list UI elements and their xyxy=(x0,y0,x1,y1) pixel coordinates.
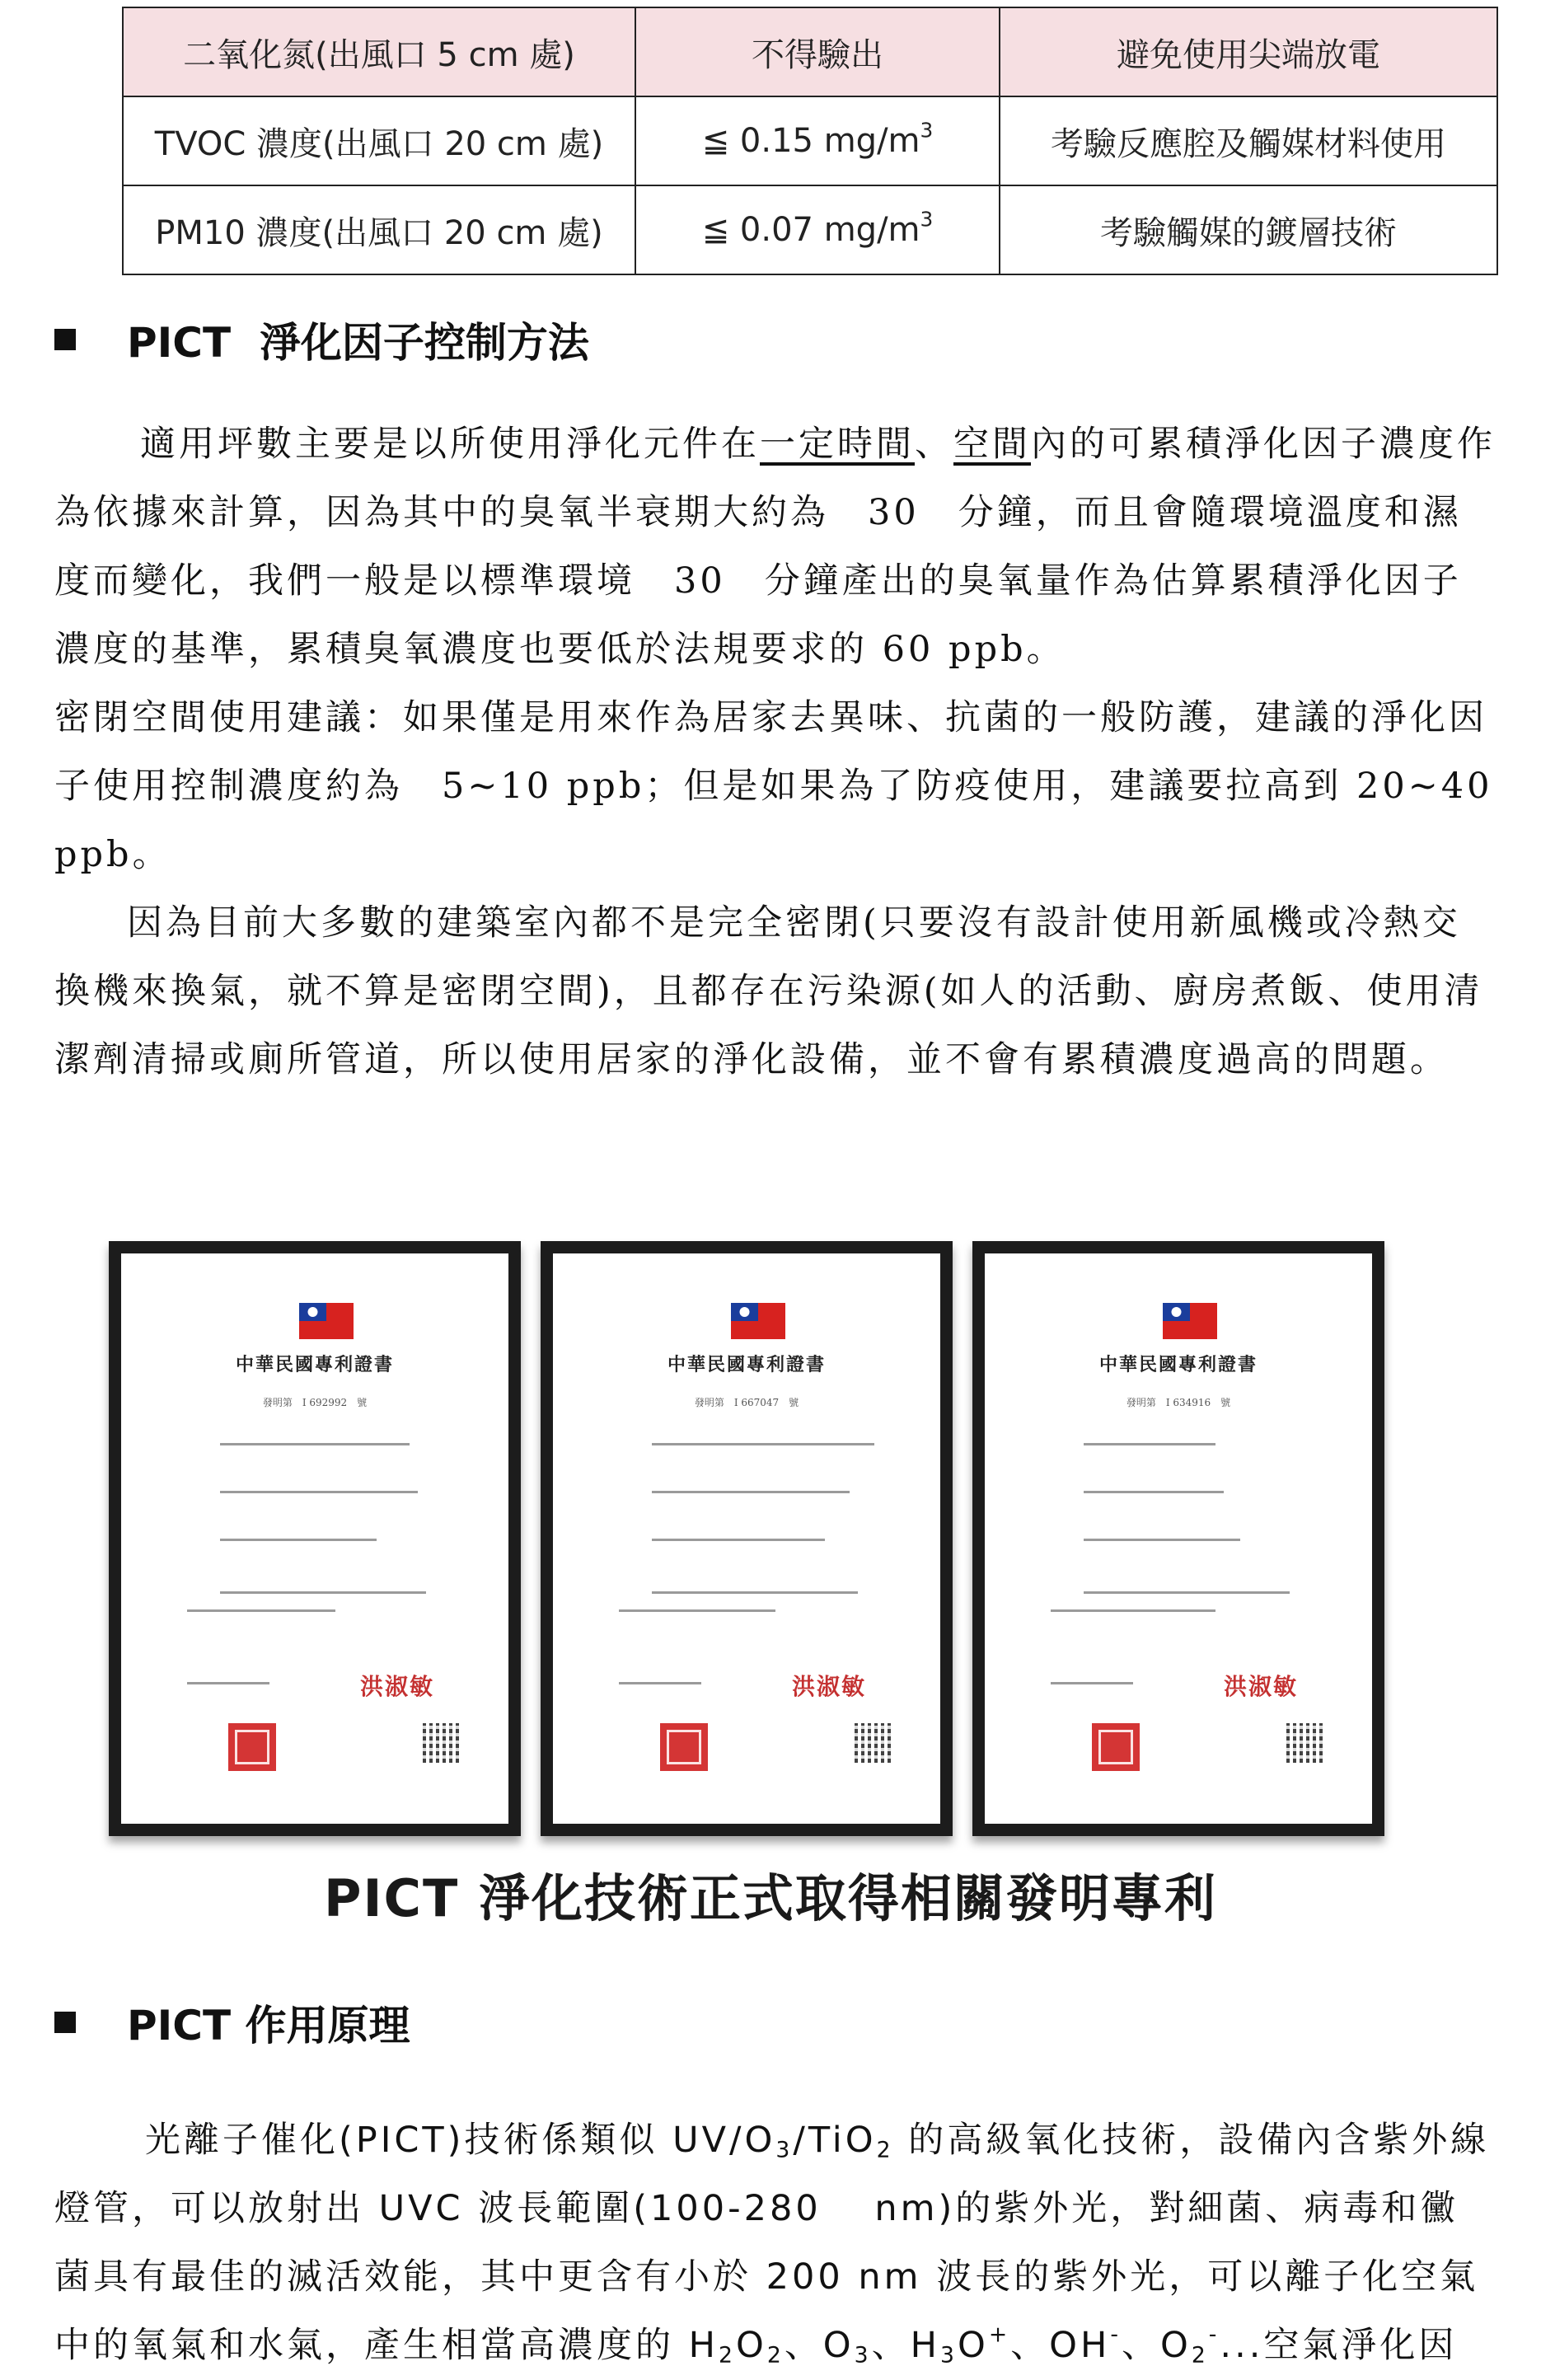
patent-certificates xyxy=(0,1241,1541,1839)
text-line xyxy=(619,1682,701,1684)
certificate xyxy=(553,1253,940,1824)
certificate-title: 中華民國專利證書 xyxy=(235,1354,394,1375)
text-run: /TiO xyxy=(793,2120,877,2161)
table-row xyxy=(123,7,1497,96)
text-line xyxy=(619,1609,775,1612)
table-cell-limit: 不得驗出 xyxy=(635,7,1000,96)
text-line xyxy=(1084,1539,1240,1541)
taiwan-flag-icon xyxy=(1163,1303,1217,1339)
text-line xyxy=(220,1443,410,1445)
paragraph-indoor xyxy=(54,889,1497,1094)
text-line xyxy=(187,1682,269,1684)
text-line xyxy=(1051,1682,1133,1684)
spec-table xyxy=(122,7,1498,275)
table-cell-item: TVOC 濃度(出風口 20 cm 處) xyxy=(123,96,635,185)
table-cell-item: 二氧化氮(出風口 5 cm 處) xyxy=(123,7,635,96)
text-run: 的高級氧化技術，設備內含紫外線燈管，可以放射出 UVC 波長範圍(100-280 nm)的紫外光，對細菌、病毒和黴菌具有最佳的滅活效能，其中更含有小於 200 nm 波長的紫外光，可以離子化空氣中的氧氣和水氣，產生相當高濃度的 H xyxy=(54,2120,1490,2366)
text-line xyxy=(652,1443,874,1445)
subscript: 2 xyxy=(876,2137,894,2163)
paragraph-coverage xyxy=(54,410,1497,684)
text-run: 、 xyxy=(915,424,953,465)
text-line xyxy=(1084,1491,1224,1493)
table-cell-limit xyxy=(635,96,1000,185)
text-run: 適用坪數主要是以所使用淨化元件在 xyxy=(140,424,760,465)
text-run: O xyxy=(957,2325,989,2366)
certificate-number: 發明第 I 634916 號 xyxy=(1126,1397,1231,1408)
certificate-number: 發明第 I 667047 號 xyxy=(694,1397,799,1408)
signature: 洪淑敏 xyxy=(1224,1673,1299,1700)
section-heading-principle xyxy=(54,1993,410,2052)
table-cell-note: 避免使用尖端放電 xyxy=(1000,7,1497,96)
qr-code-icon xyxy=(1286,1723,1326,1763)
section-heading-control-method xyxy=(54,310,589,369)
seal-stamp-icon xyxy=(660,1723,708,1771)
text-line xyxy=(187,1609,335,1612)
subscript: 2 xyxy=(719,2342,736,2368)
square-bullet-icon xyxy=(54,2012,76,2033)
limit-value: ≦ 0.07 mg/m xyxy=(701,211,920,249)
certificate-title: 中華民國專利證書 xyxy=(667,1354,826,1375)
seal-stamp-icon xyxy=(1092,1723,1140,1771)
subscript: 3 xyxy=(939,2342,958,2368)
superscript: + xyxy=(988,2321,1011,2348)
text-run: O xyxy=(735,2325,767,2366)
underlined-text: 空間 xyxy=(953,424,1031,465)
underlined-text: 一定時間 xyxy=(760,424,915,465)
signature: 洪淑敏 xyxy=(792,1673,867,1700)
text-line xyxy=(220,1591,426,1594)
text-line xyxy=(652,1491,850,1493)
table-row xyxy=(123,96,1497,185)
section-title: PICT 淨化因子控制方法 xyxy=(127,319,589,367)
table-cell-note: 考驗反應腔及觸媒材料使用 xyxy=(1000,96,1497,185)
certificate xyxy=(121,1253,508,1824)
signature: 洪淑敏 xyxy=(360,1673,435,1700)
text-line xyxy=(1084,1591,1290,1594)
text-run: 光離子催化(PICT)技術係類似 UV/O xyxy=(145,2120,776,2161)
text-line xyxy=(220,1539,377,1541)
certificate-number: 發明第 I 692992 號 xyxy=(262,1397,368,1408)
text-line xyxy=(220,1491,418,1493)
certificate-frame xyxy=(972,1241,1384,1836)
table-cell-limit xyxy=(635,185,1000,274)
text-run: 、OH xyxy=(1010,2325,1111,2366)
text-line xyxy=(1051,1609,1215,1612)
certificate-title: 中華民國專利證書 xyxy=(1098,1354,1258,1375)
subscript: 3 xyxy=(775,2137,794,2163)
table-row xyxy=(123,185,1497,274)
text-line xyxy=(652,1539,825,1541)
qr-code-icon xyxy=(855,1723,894,1763)
subscript: 2 xyxy=(766,2342,785,2368)
patent-caption: PICT 淨化技術正式取得相關發明專利 xyxy=(324,1868,1217,1928)
text-line xyxy=(1084,1443,1215,1445)
paragraph-principle xyxy=(54,2106,1497,2380)
text-line xyxy=(652,1591,858,1594)
limit-value: ≦ 0.15 mg/m xyxy=(701,122,920,160)
paragraph-enclosed-space: 密閉空間使用建議：如果僅是用來作為居家去異味、抗菌的一般防護，建議的淨化因子使用控制濃度約為 5~10 ppb；但是如果為了防疫使用，建議要拉高到 20~40 ppb。 xyxy=(54,697,1493,875)
taiwan-flag-icon xyxy=(731,1303,785,1339)
table-cell-note: 考驗觸媒的鍍層技術 xyxy=(1000,185,1497,274)
text-run: 、H xyxy=(871,2325,940,2366)
unit-superscript: 3 xyxy=(920,118,934,143)
subscript: 2 xyxy=(1191,2342,1209,2368)
section-title: PICT 作用原理 xyxy=(127,2002,410,2050)
square-bullet-icon xyxy=(54,329,76,350)
certificate-frame xyxy=(541,1241,953,1836)
subscript: 3 xyxy=(854,2342,872,2368)
text-run: 內的可累積淨化因子濃度作為依據來計算，因為其中的臭氧半衰期大約為 30 分鐘，而且會隨環境溫度和濕度而變化，我們一般是以標準環境 30 分鐘產出的臭氧量作為估算累積淨化因子濃度的基準，累積臭氧濃度也要低於法規要求的 60 ppb。 xyxy=(54,424,1496,670)
certificate xyxy=(985,1253,1372,1824)
table-cell-item: PM10 濃度(出風口 20 cm 處) xyxy=(123,185,635,274)
taiwan-flag-icon xyxy=(299,1303,354,1339)
seal-stamp-icon xyxy=(228,1723,276,1771)
certificate-frame xyxy=(109,1241,521,1836)
text-run: ...空氣淨化因 xyxy=(1220,2325,1458,2366)
text-run: 、O xyxy=(1121,2325,1192,2366)
text-run: 因為目前大多數的建築室內都不是完全密閉(只要沒有設計使用新風機或冷熱交換機來換氣，就不算是密閉空間)，且都存在污染源(如人的活動、廚房煮飯、使用清潔劑清掃或廁所管道，所以使用居家的淨化設備，並不會有累積濃度過高的問題。 xyxy=(54,902,1483,1080)
superscript: - xyxy=(1110,2321,1122,2348)
superscript: - xyxy=(1208,2321,1220,2348)
unit-superscript: 3 xyxy=(920,207,934,232)
qr-code-icon xyxy=(423,1723,462,1763)
text-run: 、O xyxy=(784,2325,855,2366)
